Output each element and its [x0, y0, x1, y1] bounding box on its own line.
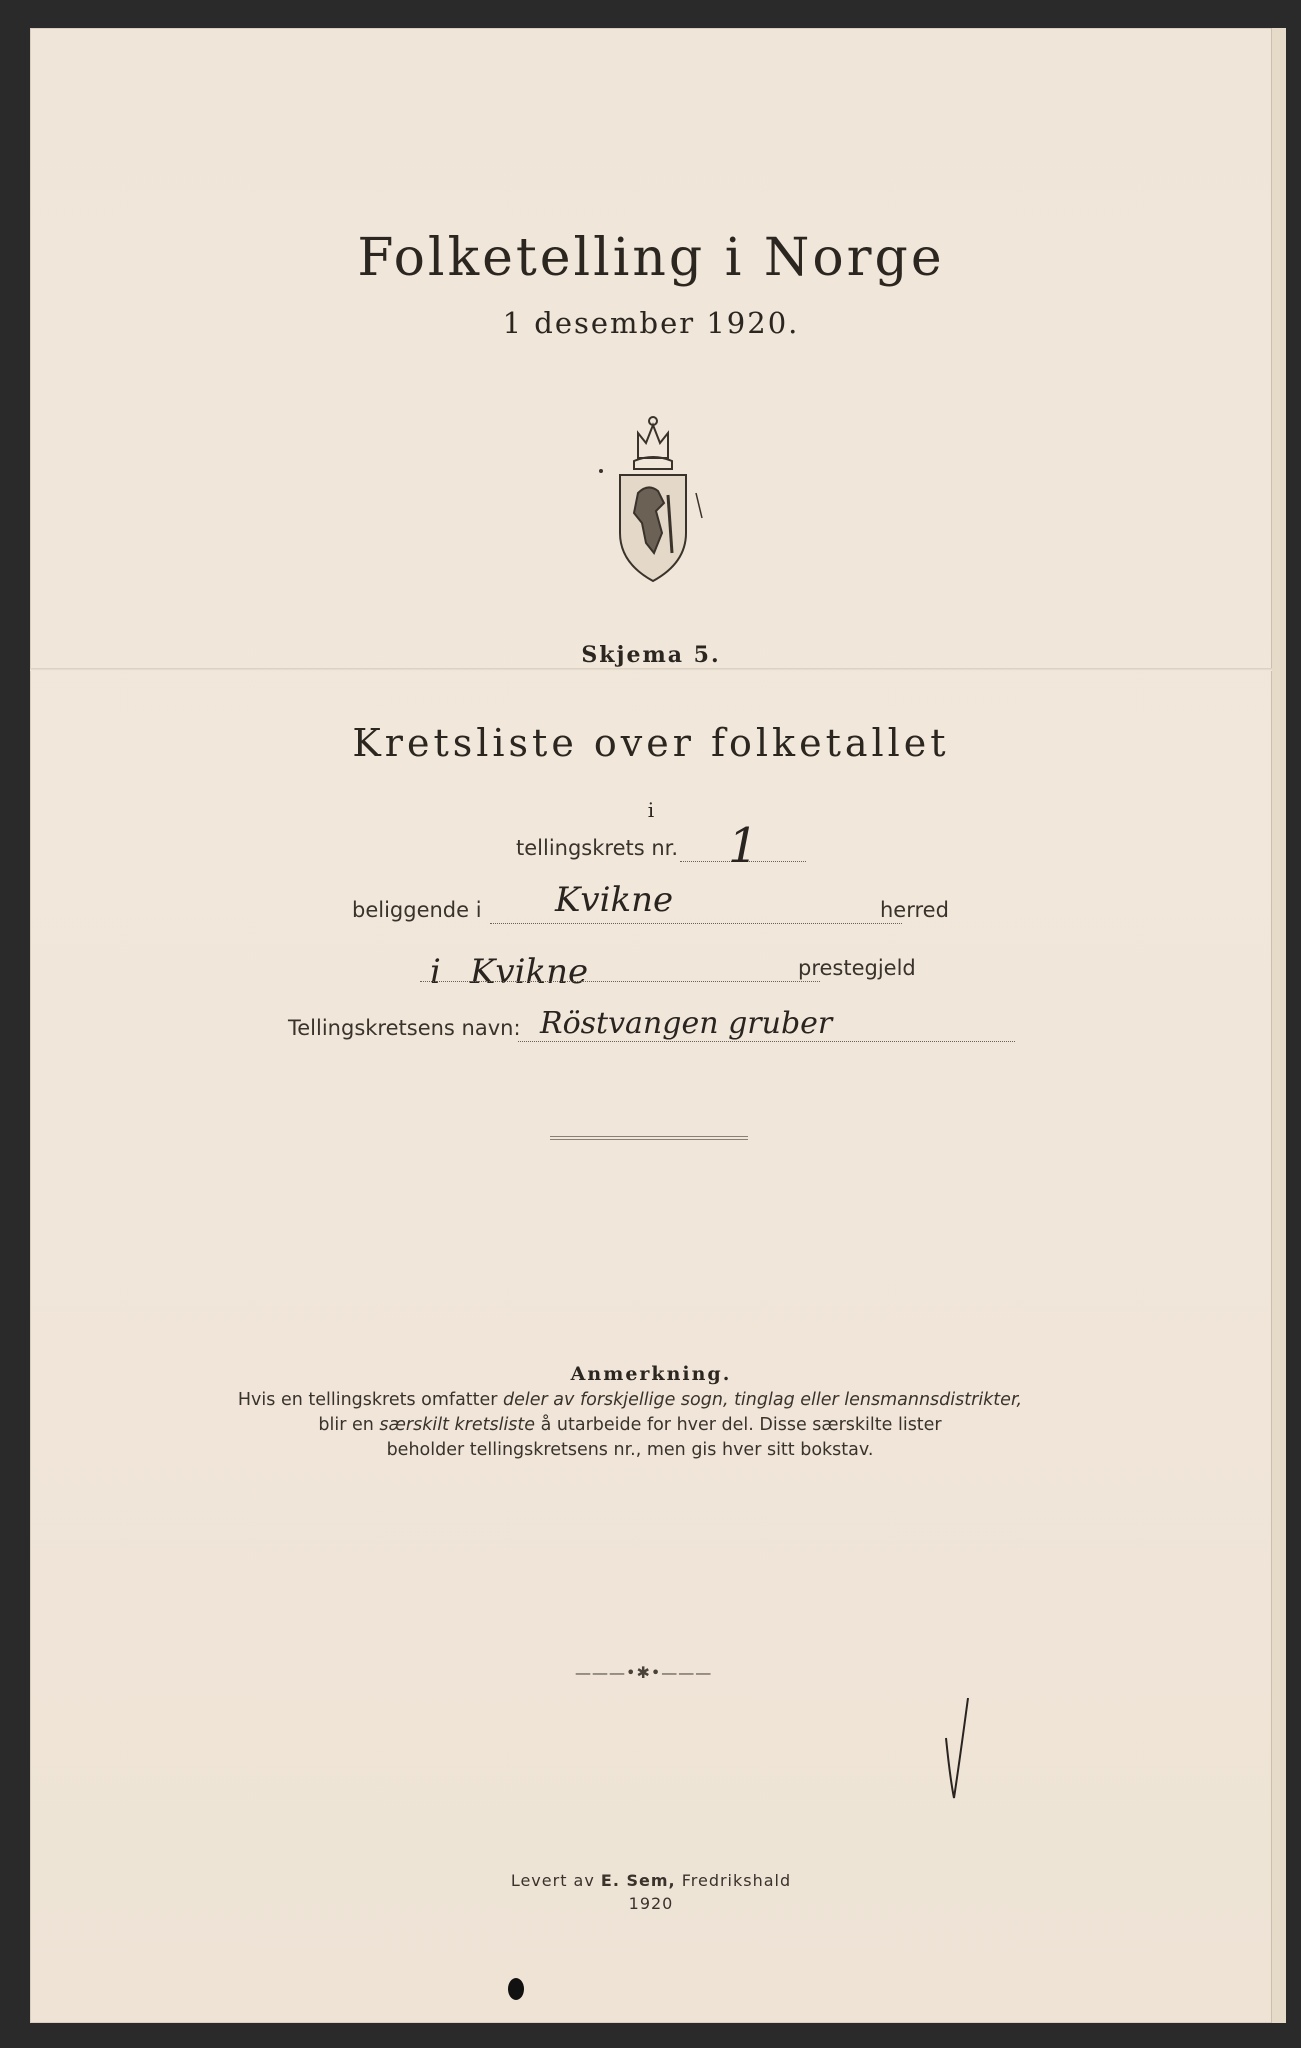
note-title: Anmerkning.: [570, 1363, 732, 1385]
kretsnavn-value: Röstvangen gruber: [540, 1006, 833, 1041]
page-edge: [1271, 28, 1286, 2023]
beliggende-label: beliggende i: [352, 898, 482, 922]
beliggende-line: [490, 923, 902, 924]
tellingskrets-value: 1: [728, 818, 759, 874]
note-text: å utarbeide for hver del. Disse særskilte lister: [535, 1415, 942, 1435]
handwritten-checkmark-icon: [944, 1698, 974, 1808]
kretsnavn-label: Tellingskretsens navn:: [288, 1016, 521, 1040]
note-emphasis: særskilt kretsliste: [379, 1415, 536, 1435]
kretsnavn-line: [518, 1041, 1015, 1042]
note-line-1: [180, 1388, 1080, 1413]
ink-blot: [508, 1978, 524, 2000]
printer-name: E. Sem,: [600, 1871, 676, 1890]
coat-of-arms-icon: [598, 403, 708, 613]
printer-prefix: Levert av: [510, 1871, 601, 1890]
census-date: 1 desember 1920.: [502, 306, 800, 340]
connector-i: i: [647, 798, 655, 822]
prestegjeld-value: Kvikne: [470, 952, 589, 992]
prestegjeld-label: prestegjeld: [798, 956, 916, 980]
note-line-2: [180, 1413, 1080, 1438]
note-text: blir en: [318, 1415, 380, 1435]
printer-credit: [30, 1871, 1272, 1890]
prestegjeld-prefix: i: [430, 952, 441, 992]
form-heading: Kretsliste over folketallet: [352, 721, 950, 765]
page-title: Folketelling i Norge: [357, 228, 945, 288]
prestegjeld-line: [420, 981, 820, 982]
herred-label: herred: [880, 898, 949, 922]
schema-number: Skjema 5.: [581, 642, 721, 668]
beliggende-value: Kvikne: [555, 880, 674, 920]
paper-fold: [30, 668, 1272, 671]
note-emphasis: deler av forskjellige sogn, tinglag eller lensmannsdistrikter,: [503, 1390, 1023, 1410]
printer-city: Fredrikshald: [675, 1871, 792, 1890]
section-divider: [550, 1136, 748, 1140]
ornament-divider-icon: ———•✱•———: [575, 1663, 713, 1682]
census-form-page: [30, 28, 1272, 2023]
note-line-3: beholder tellingskretsens nr., men gis hver sitt bokstav.: [386, 1440, 874, 1460]
tellingskrets-label: tellingskrets nr.: [516, 836, 679, 860]
printer-year: 1920: [628, 1894, 674, 1913]
note-text: Hvis en tellingskrets omfatter: [237, 1390, 504, 1410]
